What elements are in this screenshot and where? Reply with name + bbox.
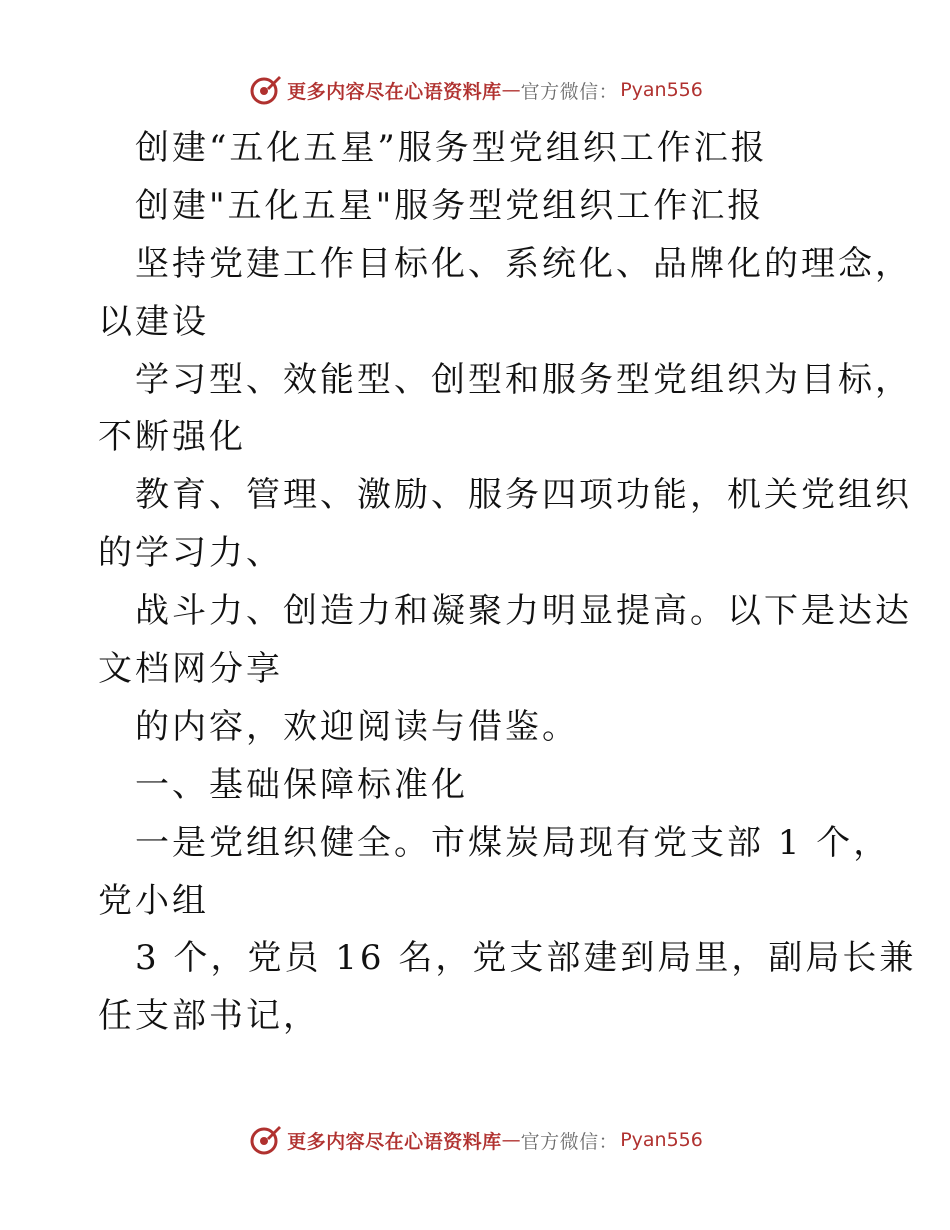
banner-separator: — [501,79,521,101]
banner-wechat-id: Pyan556 [620,1129,703,1151]
document-body [98,120,917,1046]
banner-brand: 更多内容尽在心语资料库 [287,80,502,103]
text-line: 不断强化 [98,417,246,458]
banner-wechat-label: 官方微信： [520,80,619,103]
text-line: 学习型、效能型、创型和服务型党组织为目标， [135,359,912,400]
text-line: 的内容，欢迎阅读与借鉴。 [135,706,579,747]
text-line: 任支部书记， [98,996,320,1037]
text-line: 创建"五化五星"服务型党组织工作汇报 [135,185,765,226]
header-watermark [0,70,950,110]
banner-wechat-label: 官方微信： [520,1130,619,1153]
pen-logo-icon [247,72,283,108]
banner-separator: — [501,1129,521,1151]
pen-logo-icon [247,1122,283,1158]
footer-watermark [0,1120,950,1160]
text-line: 一、基础保障标准化 [135,764,468,805]
text-line: 坚持党建工作目标化、系统化、品牌化的理念， [135,243,912,284]
text-line: 3 个，党员 16 名，党支部建到局里，副局长兼 [135,938,917,979]
banner-brand: 更多内容尽在心语资料库 [287,1130,502,1153]
text-line: 创建“五化五星”服务型党组织工作汇报 [135,128,768,168]
text-line: 教育、管理、激励、服务四项功能，机关党组织 [135,475,912,516]
text-line: 的学习力、 [98,533,283,574]
banner-wechat-id: Pyan556 [620,79,703,101]
text-line: 以建设 [98,301,209,342]
text-line: 文档网分享 [98,649,283,690]
text-line: 党小组 [98,880,209,921]
text-line: 战斗力、创造力和凝聚力明显提高。以下是达达 [135,591,912,632]
text-line: 一是党组织健全。市煤炭局现有党支部 1 个， [135,822,891,863]
